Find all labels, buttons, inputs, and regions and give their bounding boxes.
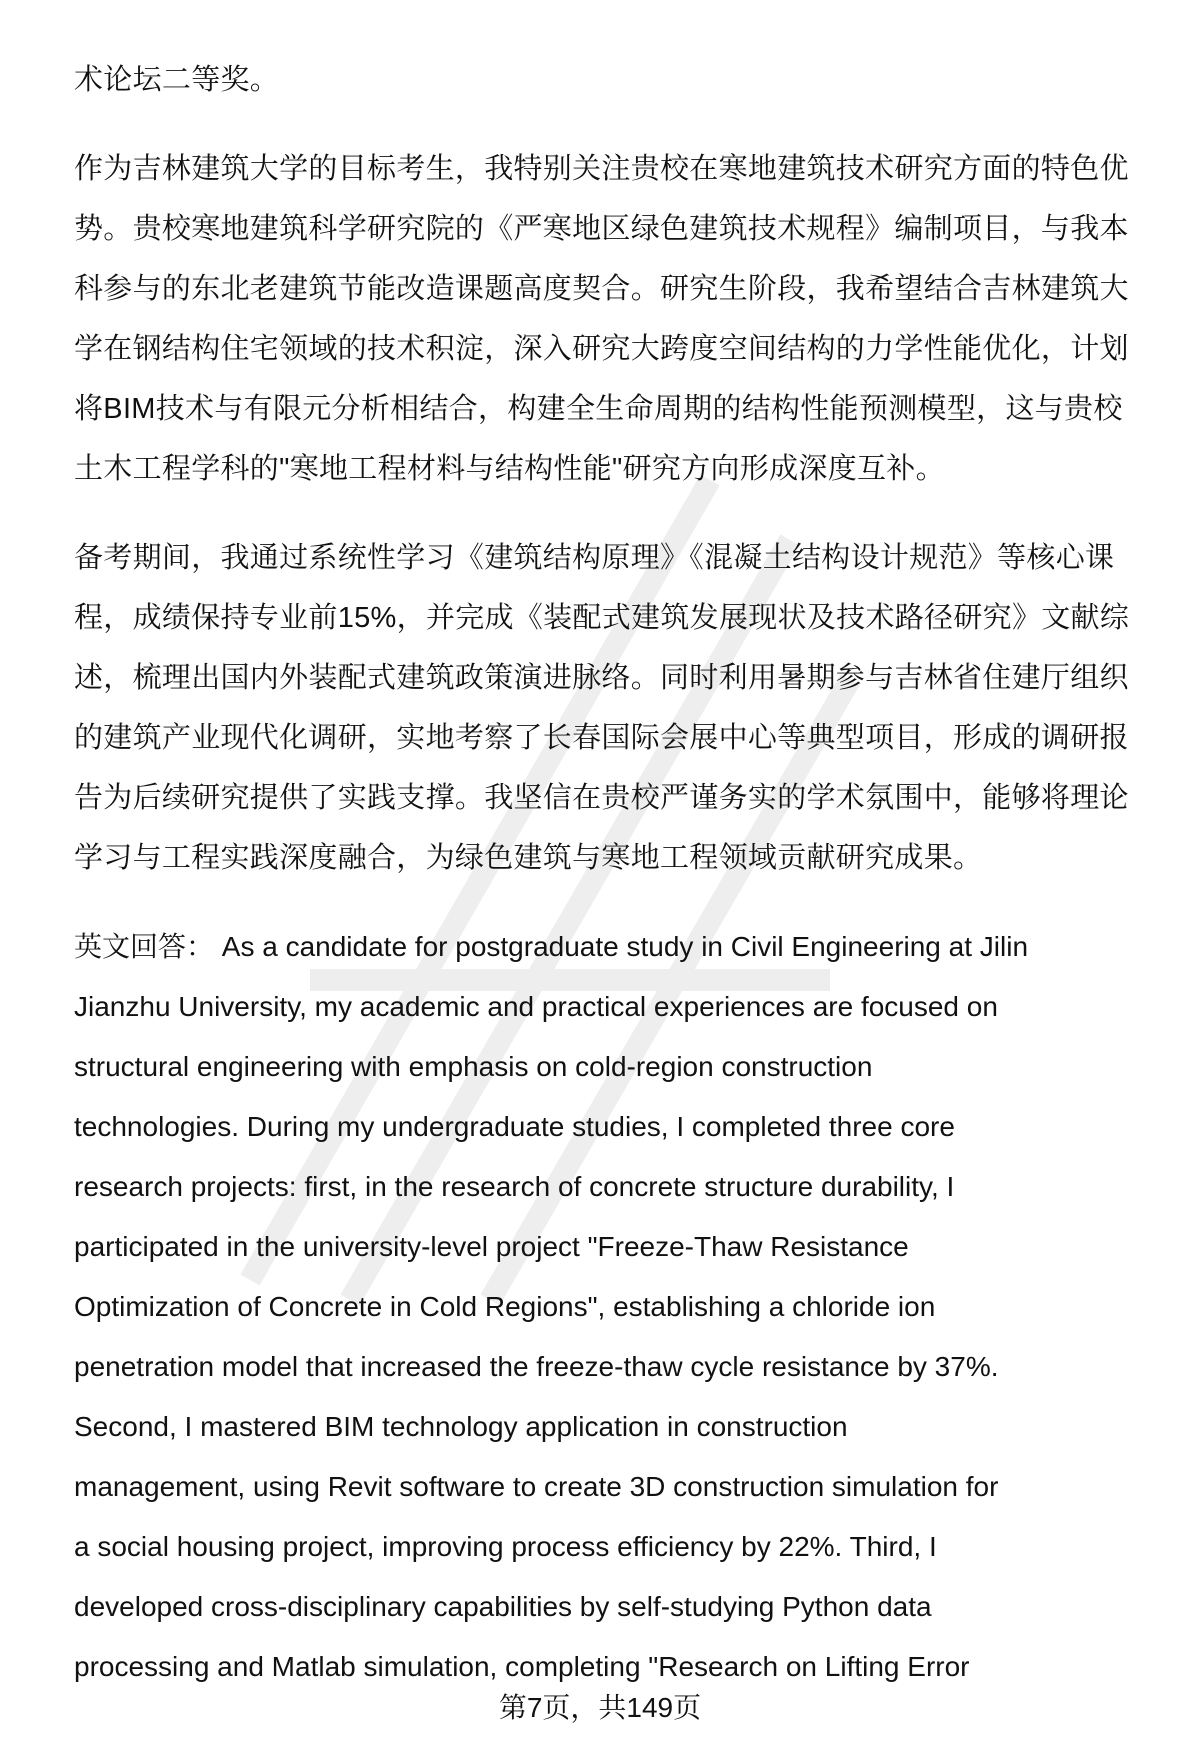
text-line: 土木工程学科的"寒地工程材料与结构性能"研究方向形成深度互补。 [74,453,945,485]
text-line: penetration model that increased the freeze-thaw cycle resistance by 37%. [74,1351,999,1382]
text-line: Optimization of Concrete in Cold Regions", establishing a chloride ion [74,1291,936,1322]
text-line: 述，梳理出国内外装配式建筑政策演进脉络。同时利用暑期参与吉林省住建厅组织 [74,662,1129,694]
text-line: a social housing project, improving process efficiency by 22%. Third, I [74,1531,937,1562]
paragraph-award-end [74,50,1174,110]
text-line: 学习与工程实践深度融合，为绿色建筑与寒地工程领域贡献研究成果。 [74,842,983,874]
text-line: processing and Matlab simulation, completing "Research on Lifting Error [74,1651,970,1682]
text-line: Jianzhu University, my academic and practical experiences are focused on [74,991,998,1022]
text-line: 势。贵校寒地建筑科学研究院的《严寒地区绿色建筑技术规程》编制项目，与我本 [74,213,1129,245]
text-line: 告为后续研究提供了实践支撑。我坚信在贵校严谨务实的学术氛围中，能够将理论 [74,782,1129,814]
document-body [74,50,1174,1726]
text-line: 备考期间，我通过系统性学习《建筑结构原理》《混凝土结构设计规范》等核心课 [74,542,1115,574]
text-line: 程，成绩保持专业前15%，并完成《装配式建筑发展现状及技术路径研究》文献综 [74,602,1130,634]
text-line: 的建筑产业现代化调研，实地考察了长春国际会展中心等典型项目，形成的调研报 [74,722,1129,754]
paragraph-english-answer [74,917,1174,1697]
text-line: developed cross-disciplinary capabilities by self-studying Python data [74,1591,932,1622]
paragraph-target-school [74,139,1174,499]
text-line: structural engineering with emphasis on cold-region construction [74,1051,873,1082]
text-line: 将BIM技术与有限元分析相结合，构建全生命周期的结构性能预测模型，这与贵校 [74,393,1123,425]
text-line: 英文回答： As a candidate for postgraduate study in Civil Engineering at Jilin [74,931,1029,962]
text-line: 科参与的东北老建筑节能改造课题高度契合。研究生阶段，我希望结合吉林建筑大 [74,273,1129,305]
text-line: management, using Revit software to create 3D construction simulation for [74,1471,999,1502]
text-line: 术论坛二等奖。 [74,64,280,96]
text-line: Second, I mastered BIM technology application in construction [74,1411,848,1442]
text-line: 学在钢结构住宅领域的技术积淀，深入研究大跨度空间结构的力学性能优化，计划 [74,333,1129,365]
page-number-footer: 第7页，共149页 [498,1692,702,1723]
paragraph-preparation [74,528,1174,888]
text-line: participated in the university-level project "Freeze-Thaw Resistance [74,1231,909,1262]
text-line: technologies. During my undergraduate studies, I completed three core [74,1111,955,1142]
text-line: 作为吉林建筑大学的目标考生，我特别关注贵校在寒地建筑技术研究方面的特色优 [74,153,1129,185]
text-line: research projects: first, in the research of concrete structure durability, I [74,1171,955,1202]
